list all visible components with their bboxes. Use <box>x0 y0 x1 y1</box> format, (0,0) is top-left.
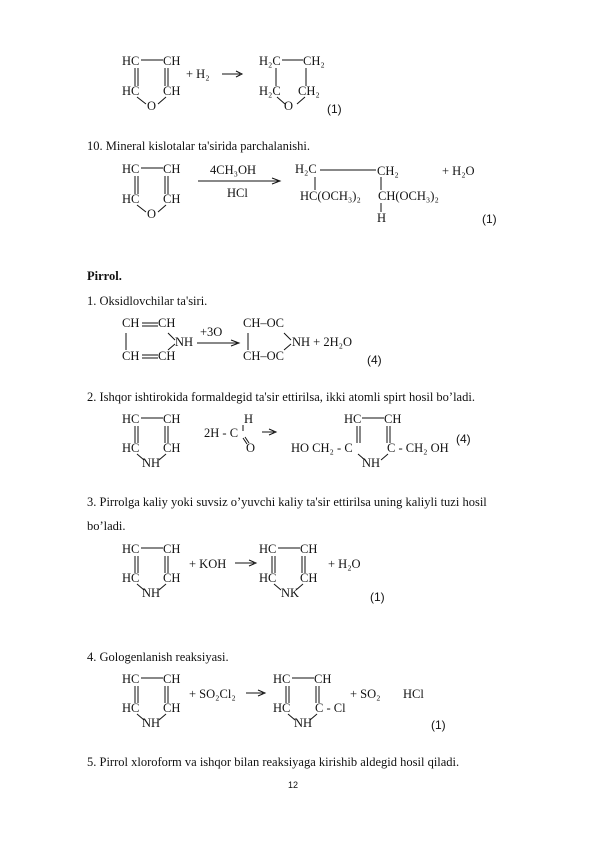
arrow-above-label: +3O <box>200 325 223 339</box>
furan-c2: CH <box>163 162 181 176</box>
pyrrole-c3: CH <box>122 349 140 363</box>
pyrrole-n: NH <box>142 586 161 600</box>
furan-o: O <box>147 207 157 221</box>
pyrrole-c1: HC <box>122 672 140 686</box>
product-top: CH–OC <box>243 316 284 330</box>
product-c1: HC <box>259 542 277 556</box>
pyrrole-c2: CH <box>163 412 181 426</box>
pyrrole-c4: CH <box>158 349 176 363</box>
product-right: NH + 2H₂O <box>292 335 353 349</box>
section-heading: Pirrol. <box>87 269 122 283</box>
product-c3: HC(OCH₃)₂ <box>300 189 361 203</box>
pyrrole-n: NH <box>142 456 161 470</box>
water-term: + H₂O <box>328 557 361 571</box>
product-c3: HC <box>273 701 291 715</box>
product-c2: CH₂ <box>377 164 399 178</box>
product-bottom: CH–OC <box>243 349 284 363</box>
item-1-text: 1. Oksidlovchilar ta'siri. <box>87 294 208 308</box>
equation-tag: (1) <box>370 590 385 604</box>
furan-o: O <box>147 99 157 113</box>
pyrrole-c4: CH <box>163 441 181 455</box>
product-c3: HC <box>259 571 277 585</box>
thf-c2: CH₂ <box>303 54 325 68</box>
product-c4: C - Cl <box>315 701 346 715</box>
pyrrole-c2: CH <box>158 316 176 330</box>
pyrrole-c3: HC <box>122 701 140 715</box>
pyrrole-n: NH <box>175 335 194 349</box>
furan-c1: HC <box>122 162 140 176</box>
product-nk: NK <box>281 586 300 600</box>
equation-tag: (4) <box>367 353 382 367</box>
pyrrole-c1: HC <box>122 412 140 426</box>
formaldehyde-reagent: 2H - C <box>204 426 239 440</box>
hydrogen-reagent: + H₂ <box>186 67 210 81</box>
furan-c1: HC <box>122 54 140 68</box>
product-c3: HO CH₂ - C <box>291 441 353 455</box>
item-5-text: 5. Pirrol xloroform va ishqor bilan reaksiyaga kirishib aldegid hosil qiladi. <box>87 755 460 769</box>
thf-c4: CH₂ <box>298 84 320 98</box>
furan-c2: CH <box>163 54 181 68</box>
product-n: NH <box>294 716 313 730</box>
pyrrole-c2: CH <box>163 542 181 556</box>
product-c2: CH <box>314 672 332 686</box>
item-3-text-cont: bo’ladi. <box>87 519 126 533</box>
item-2-text: 2. Ishqor ishtirokida formaldegid ta'sir ettirilsa, ikki atomli spirt hosil bo’ladi. <box>87 390 475 404</box>
equation-tag: (1) <box>327 102 342 116</box>
pyrrole-c3: HC <box>122 571 140 585</box>
furan-c3: HC <box>122 192 140 206</box>
product-c4: CH <box>300 571 318 585</box>
pyrrole-c3: HC <box>122 441 140 455</box>
product-c4: CH(OCH₃)₂ <box>378 189 439 203</box>
pyrrole-c1: CH <box>122 316 140 330</box>
formaldehyde-o: O <box>246 441 256 455</box>
product-c1: HC <box>344 412 362 426</box>
pyrrole-c4: CH <box>163 701 181 715</box>
item-3-text: 3. Pirrolga kaliy yoki suvsiz o’yuvchi kaliy ta'sir ettirilsa uning kaliyli tuzi hosil <box>87 495 487 509</box>
equation-tag: (1) <box>431 718 446 732</box>
water-term: + H₂O <box>442 164 475 178</box>
product-h: H <box>377 211 387 225</box>
product-c1: HC <box>273 672 291 686</box>
item-4-text: 4. Gologenlanish reaksiyasi. <box>87 650 229 664</box>
pyrrole-c4: CH <box>163 571 181 585</box>
thf-c3: H₂C <box>259 84 281 98</box>
product-c4: C - CH₂ OH <box>387 441 449 455</box>
formaldehyde-h: H <box>244 412 254 426</box>
thf-o: O <box>284 99 294 113</box>
furan-c4: CH <box>163 84 181 98</box>
arrow-above-label: 4CH₃OH <box>210 163 257 177</box>
product-c1: H₂C <box>295 162 317 176</box>
equation-tag: (1) <box>482 212 497 226</box>
furan-c3: HC <box>122 84 140 98</box>
arrow-below-label: HCl <box>227 186 248 200</box>
item-10-text: 10. Mineral kislotalar ta'sirida parchalanishi. <box>87 139 311 153</box>
product-c2: CH <box>384 412 402 426</box>
pyrrole-c2: CH <box>163 672 181 686</box>
sulfuryl-chloride-reagent: + SO₂Cl₂ <box>189 687 236 701</box>
product-n: NH <box>362 456 381 470</box>
equation-tag: (4) <box>456 432 471 446</box>
thf-c1: H₂C <box>259 54 281 68</box>
page-number: 12 <box>288 780 299 790</box>
furan-c4: CH <box>163 192 181 206</box>
koh-reagent: + KOH <box>189 557 227 571</box>
product-c2: CH <box>300 542 318 556</box>
pyrrole-c1: HC <box>122 542 140 556</box>
pyrrole-n: NH <box>142 716 161 730</box>
hcl-term: HCl <box>403 687 424 701</box>
so2-term: + SO₂ <box>350 687 381 701</box>
